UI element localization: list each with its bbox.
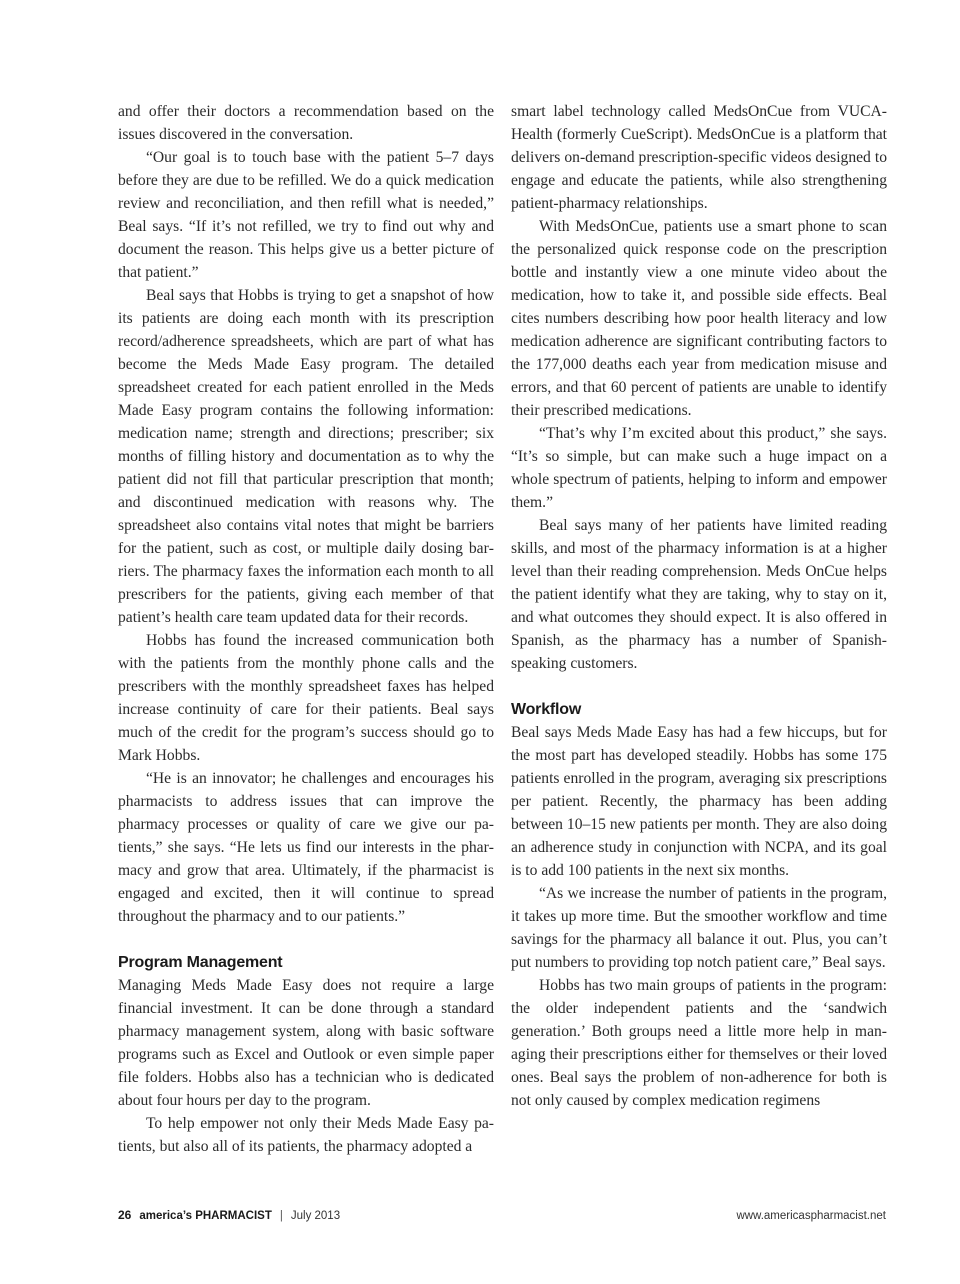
left-column [118, 100, 494, 1158]
paragraph: “As we increase the number of patients in the program, it takes up more time. But the smoother workflow and time savings for the pharmacy all balance it out. Plus, you can’t put numbers to providing top notch patient care,” Beal says. [511, 885, 887, 971]
right-column [511, 100, 887, 1112]
paragraph: “He is an innovator; he challenges and encourages his pharmacists to address issues that can improve the pharmacy processes or quality of care we give our patients,” she says. “He lets us find our interests in the pharmacy and grow that area. Ultimately, if the pharmacist is engaged and excited, then it will continue to spread throughout the pharmacy and to our patients.” [118, 770, 494, 925]
paragraph: and offer their doctors a recommendation based on the issues discovered in the conversation. [118, 103, 494, 143]
paragraph: smart label technology called MedsOnCue from VUCA-Health (formerly CueScript). MedsOnCue is a platform that delivers on-demand prescription-specific videos designed to engage and educate the patients, while also strengthening patient-pharmacy relationships. [511, 103, 887, 212]
paragraph: Hobbs has two main groups of patients in the program: the older independent patients and the ‘sandwich generation.’ Both groups need a little more help in managing their prescriptions either for themselves or their loved ones. Beal says the problem of non-adherence for both is not only caused by complex medication regimens [511, 977, 887, 1109]
paragraph: Beal says many of her patients have limited reading skills, and most of the pharmacy information is at a higher level than their reading comprehension. Meds OnCue helps the patient identify what they are taking, why to stay on it, and what outcomes they should expect. It is also offered in Spanish, as the pharmacy has a number of Spanish-speaking customers. [511, 517, 887, 672]
paragraph: Hobbs has found the increased communication both with the patients from the monthly phone calls and the prescribers with the monthly spreadsheet faxes has helped increase continuity of care for their patients. Beal says much of the credit for the program’s success should go to Mark Hobbs. [118, 632, 494, 764]
footer-left [118, 1208, 340, 1222]
magazine-name: america’s PHARMACIST [139, 1210, 272, 1222]
paragraph: With MedsOnCue, patients use a smart phone to scan the personalized quick response code on the prescription bottle and instantly view a one minute video about the medication, how to take it, and possible side effects. Beal cites numbers describing how poor health literacy and low medication adherence are significant contributing factors to the 177,000 deaths each year from medication misuse and errors, and that 60 percent of patients are unable to identify their prescribed medications. [511, 218, 887, 419]
page-footer [118, 1208, 886, 1222]
issue-date: July 2013 [290, 1210, 341, 1222]
paragraph: Beal says Meds Made Easy has had a few hiccups, but for the most part has developed steadily. Hobbs has some 175 patients enrolled in the program, averaging six prescriptions per patient. Recently, the pharmacy has been adding between 10–15 new patients per month. They are also doing an adherence study in conjunction with NCPA, and its goal is to add 100 patients in the next six months. [511, 724, 887, 879]
paragraph: Beal says that Hobbs is trying to get a snapshot of how its patients are doing each month with its prescription record/adherence spreadsheets, which are part of what has become the Meds Made Easy program. The detailed spreadsheet created for each patient enrolled in the Meds Made Easy program contains the following information: medication name; strength and directions; prescriber; six months of filling history and documentation as to why the patient did not fill that particular prescription that month; and discontinued medication with reasons why. The spreadsheet also contains vital notes that might be barriers for the patient, such as cost, or multiple daily dosing barriers. The pharmacy faxes the information each month to all prescribers for the patients, giving each member of that patient’s health care team updated data for their records. [118, 287, 494, 626]
section-heading-program-management: Program Management [118, 954, 283, 971]
paragraph: To help empower not only their Meds Made Easy patients, but also all of its patients, the pharmacy adopted a [118, 1115, 494, 1155]
paragraph: Managing Meds Made Easy does not require a large financial investment. It can be done through a standard pharmacy management system, along with basic software programs such as Excel and Outlook or even simple paper file folders. Hobbs also has a technician who is dedicated about four hours per day to the program. [118, 977, 494, 1109]
paragraph: “Our goal is to touch base with the patient 5–7 days before they are due to be refilled. We do a quick medication review and reconciliation, and then refill what is needed,” Beal says. “If it’s not refilled, we try to find out why and document the reason. This helps give us a better picture of that patient.” [118, 149, 494, 281]
footer-separator: | [279, 1210, 283, 1222]
section-heading-workflow: Workflow [511, 701, 582, 718]
page-number: 26 [118, 1208, 132, 1222]
paragraph: “That’s why I’m excited about this product,” she says. “It’s so simple, but can make such a huge impact on a whole spectrum of patients, helping to inform and empower them.” [511, 425, 887, 511]
website-link[interactable]: www.americaspharmacist.net [736, 1210, 886, 1222]
